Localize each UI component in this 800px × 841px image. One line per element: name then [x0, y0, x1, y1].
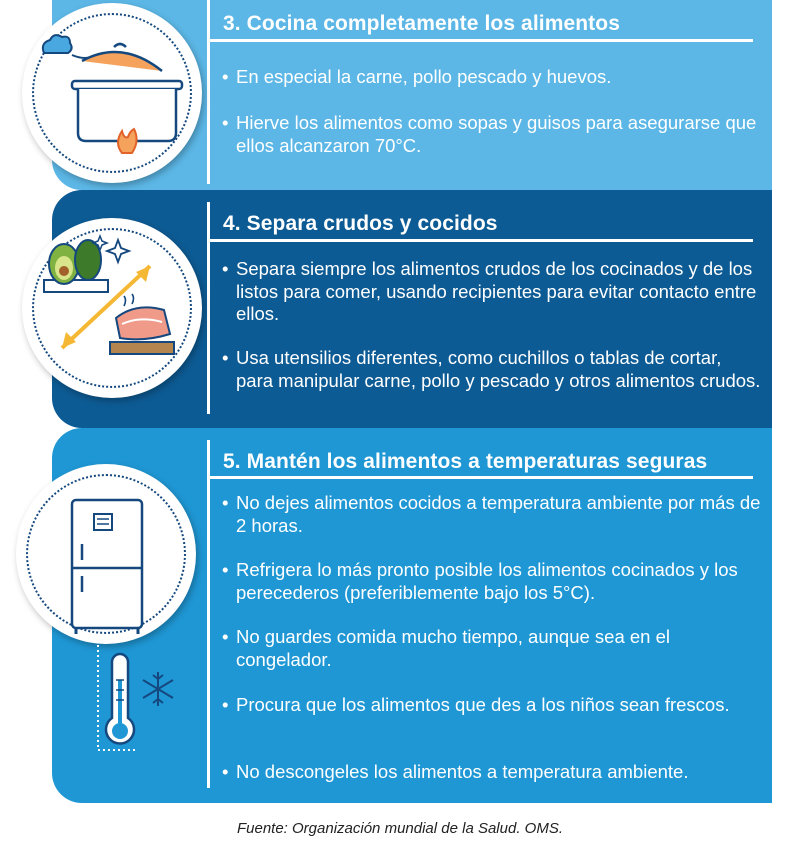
section-4-bullet-1: • Separa siempre los alimentos crudos de los cocinados y de los listos para comer, usando recipientes para evitar contacto entre ellos. [222, 258, 762, 326]
snowflake-icon [143, 672, 173, 706]
source-note: Fuente: Organización mundial de la Salud. OMS. [236, 820, 563, 837]
section-5-title-rule [210, 476, 753, 479]
section-5-bullet-3: • No guardes comida mucho tiempo, aunque sea en el congelador. [222, 626, 762, 671]
separate-food-icon [22, 218, 202, 398]
section-5-bullet-5: • No descongeles los alimentos a temperatura ambiente. [222, 761, 762, 784]
section-5-title: 5. Mantén los alimentos a temperaturas seguras [223, 450, 708, 473]
section-5-bullet-4: • Procura que los alimentos que des a los niños sean frescos. [222, 694, 762, 717]
section-4-icon-badge [22, 218, 202, 398]
thermometer-icon [78, 640, 198, 760]
section-5-divider [207, 440, 210, 788]
section-5-icon-badge [16, 464, 196, 644]
section-4-divider [207, 202, 210, 414]
section-3-bullet-2: • Hierve los alimentos como sopas y guisos para asegurarse que ellos alcanzaron 70°C. [222, 112, 762, 157]
refrigerator-icon [16, 464, 196, 644]
section-5-bullet-2: • Refrigera lo más pronto posible los alimentos cocinados y los perecederos (preferiblemente bajo los 5°C). [222, 559, 762, 604]
section-3-icon-badge [22, 3, 202, 183]
section-4-title-rule [210, 239, 753, 242]
cooking-pot-icon [22, 3, 202, 183]
section-4-title: 4. Separa crudos y cocidos [223, 212, 498, 235]
section-3-title: 3. Cocina completamente los alimentos [223, 12, 620, 35]
section-3-divider [207, 0, 210, 184]
section-5-bullet-1: • No dejes alimentos cocidos a temperatura ambiente por más de 2 horas. [222, 492, 762, 537]
section-4-bullet-2: • Usa utensilios diferentes, como cuchillos o tablas de cortar, para manipular carne, pollo y pescado y otros alimentos crudos. [222, 347, 762, 392]
section-3-title-rule [210, 39, 753, 42]
section-3-bullet-1: • En especial la carne, pollo pescado y huevos. [222, 66, 762, 89]
